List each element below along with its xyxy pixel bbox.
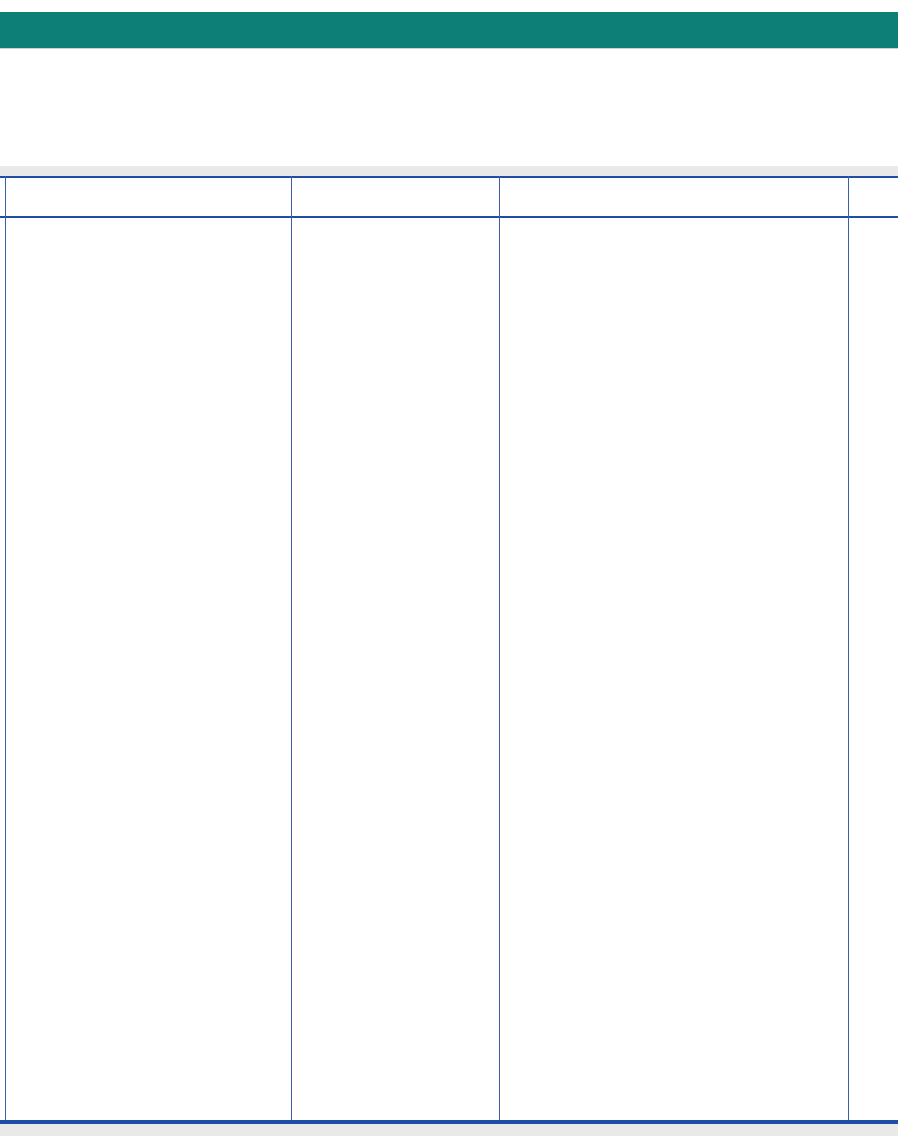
column-divider bbox=[499, 176, 500, 1120]
column-divider bbox=[291, 176, 292, 1120]
section-gap bbox=[0, 166, 898, 176]
patient-info-header bbox=[0, 48, 898, 167]
report-title-bar bbox=[0, 0, 898, 48]
column-divider bbox=[5, 176, 6, 1120]
column-divider bbox=[848, 176, 849, 1120]
footer-strip bbox=[0, 1124, 898, 1136]
table-header bbox=[0, 176, 898, 218]
result-report bbox=[0, 176, 898, 1120]
